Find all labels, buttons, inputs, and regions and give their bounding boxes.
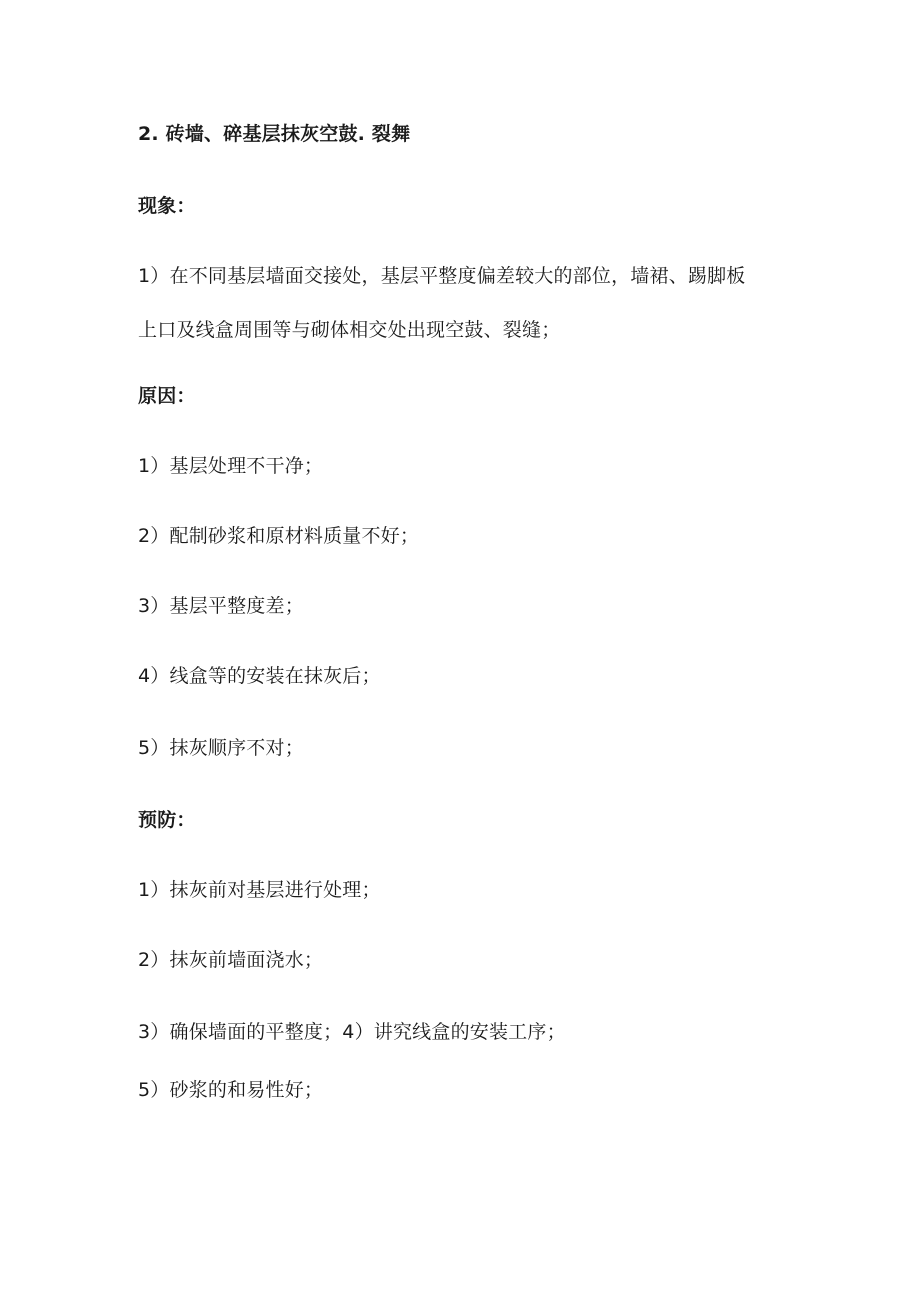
phenomenon-heading: 现象： [138,195,196,217]
prevention-item: 1）抹灰前对基层进行处理； [138,879,381,901]
prevention-heading: 预防： [138,809,196,831]
cause-item: 5）抹灰顺序不对； [138,737,304,759]
causes-heading: 原因： [138,385,196,407]
cause-item: 1）基层处理不干净； [138,455,324,477]
cause-item: 3）基层平整度差； [138,595,304,617]
phenomenon-line: 上口及线盒周围等与砌体相交处出现空鼓、裂缝； [138,319,561,341]
phenomenon-line: 1）在不同基层墙面交接处，基层平整度偏差较大的部位，墙裙、踢脚板 [138,265,746,287]
prevention-item: 2）抹灰前墙面浇水； [138,949,324,971]
prevention-item: 5）砂浆的和易性好； [138,1079,324,1101]
section-title: 2. 砖墙、碎基层抹灰空鼓. 裂舞 [138,123,411,145]
cause-item: 4）线盒等的安装在抹灰后； [138,665,381,687]
cause-item: 2）配制砂浆和原材料质量不好； [138,525,420,547]
prevention-item: 3）确保墙面的平整度；4）讲究线盒的安装工序； [138,1021,566,1043]
